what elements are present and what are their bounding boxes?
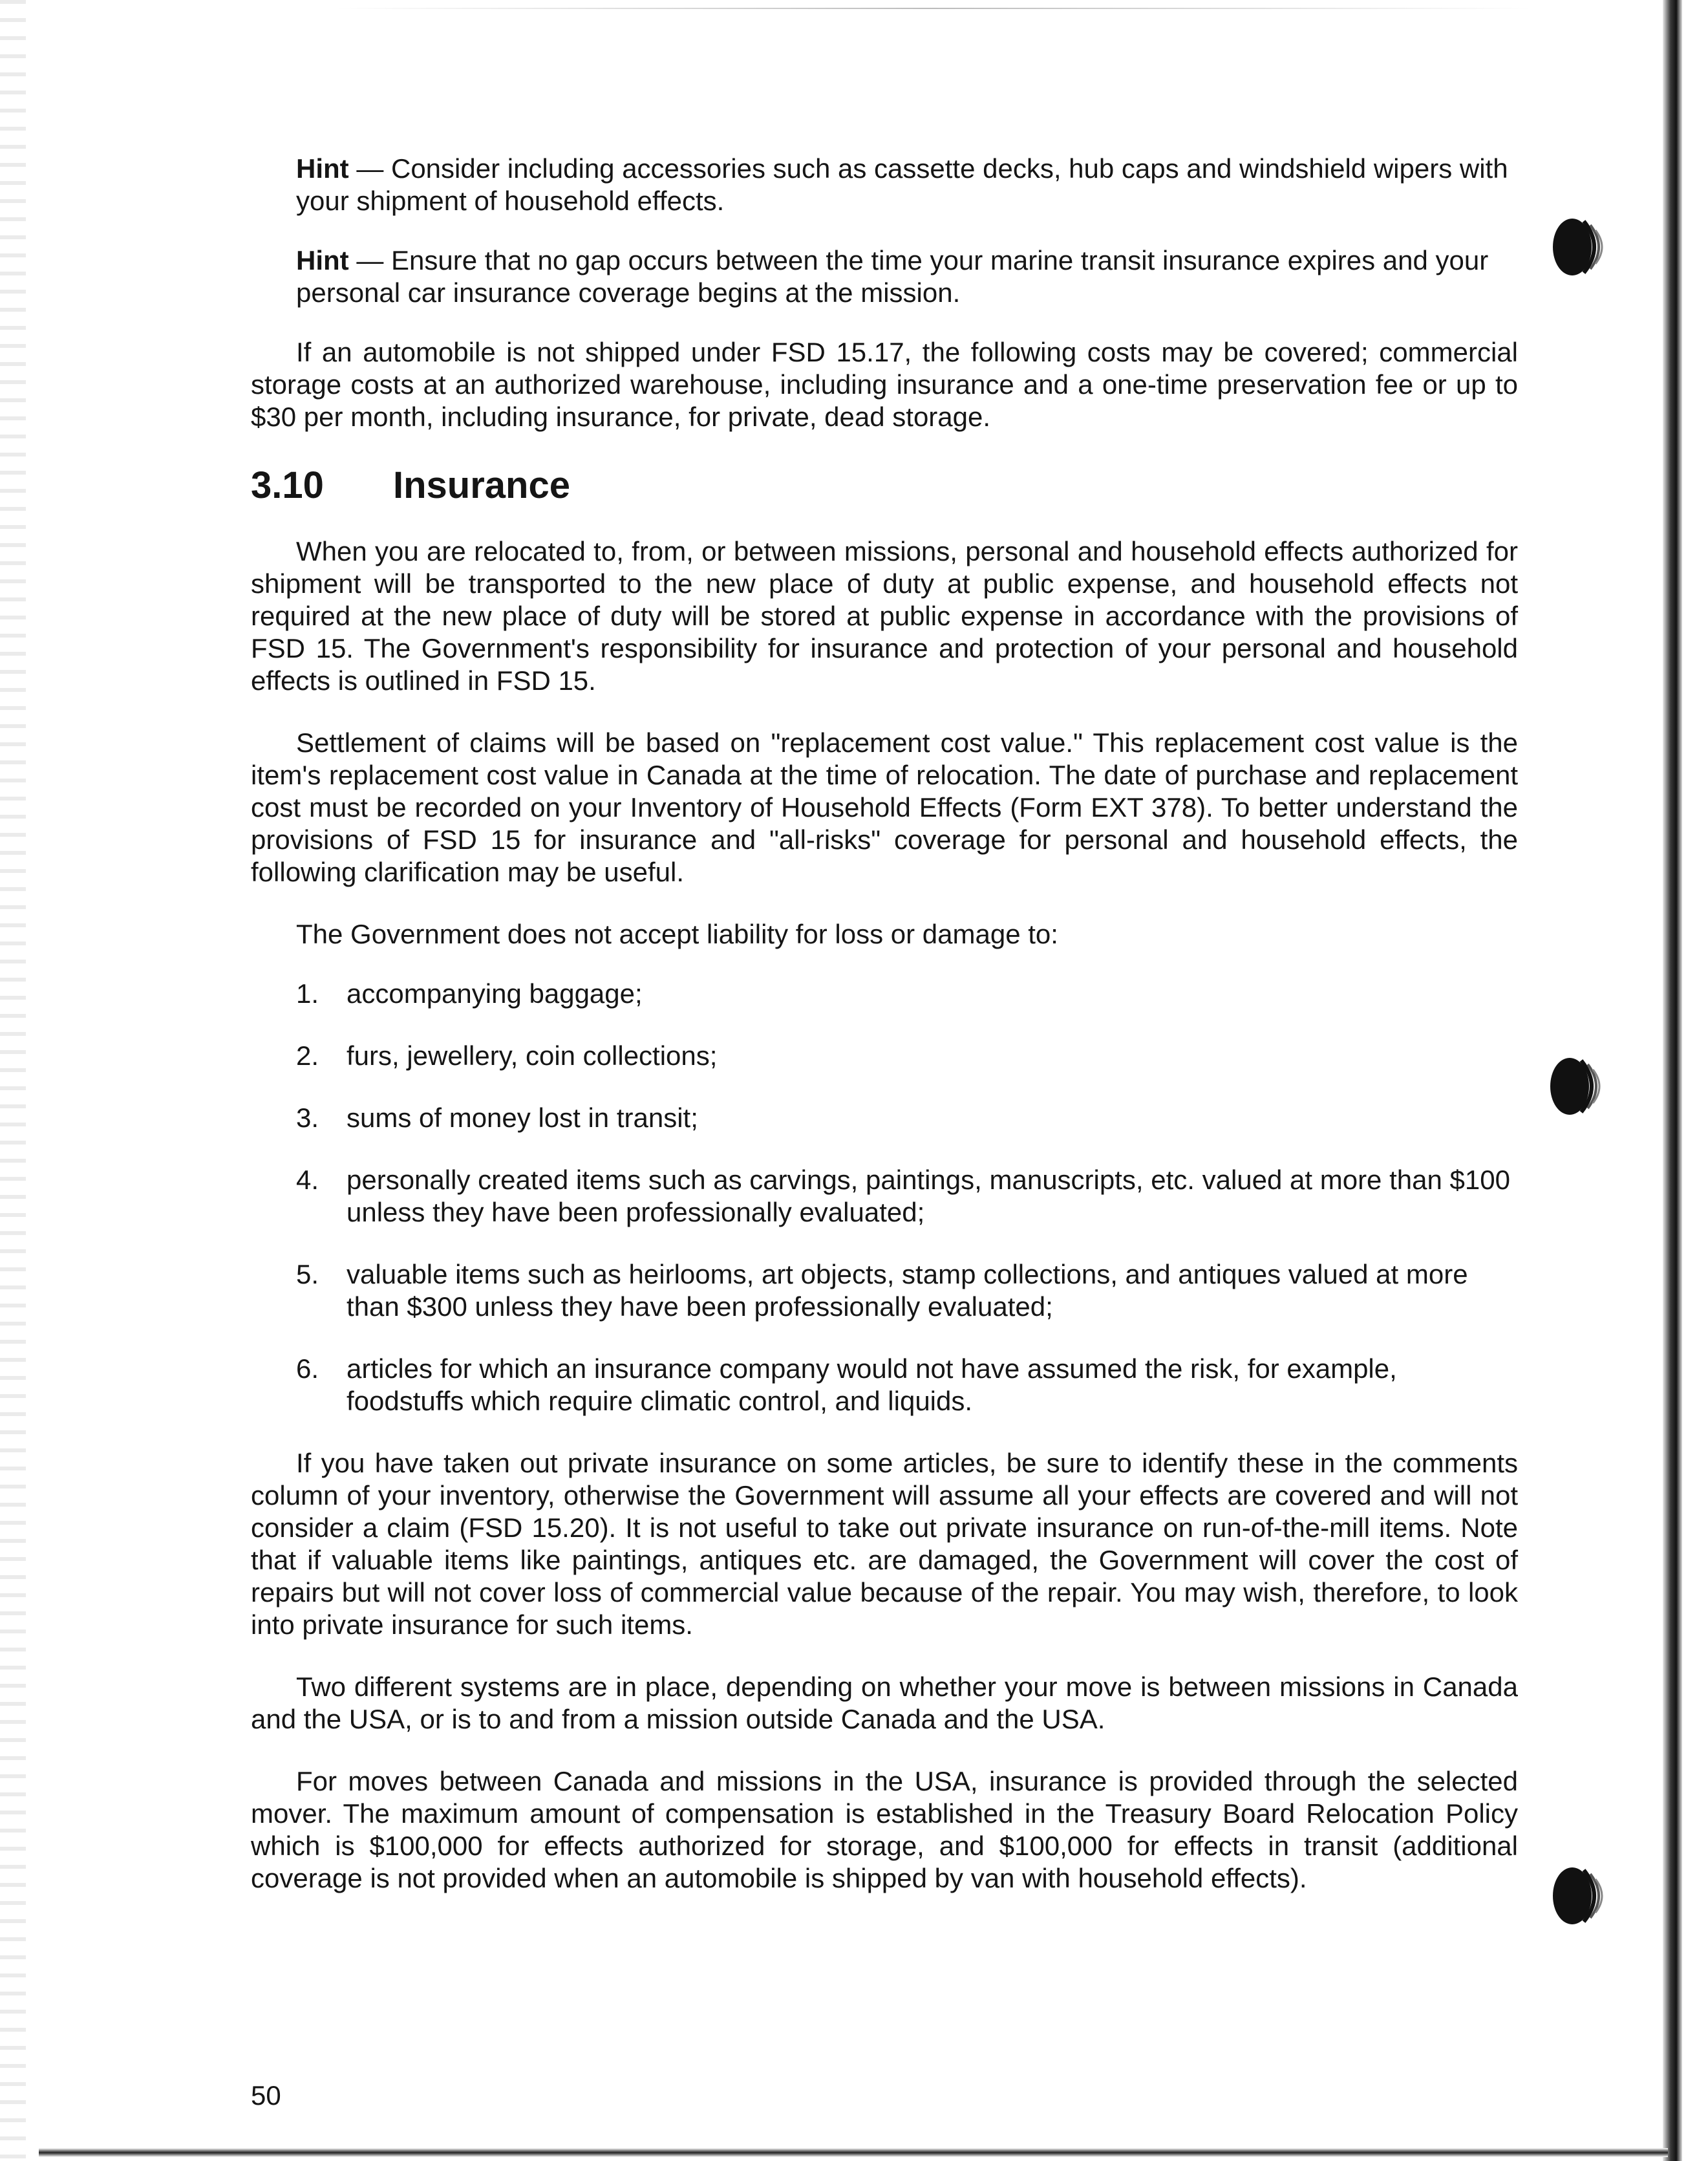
list-item [296,1258,1518,1323]
scan-left-edge [0,0,26,2161]
exclusions-list [296,978,1518,1417]
paragraph-settlement: Settlement of claims will be based on "replacement cost value." This replacement cost value is the item's replacement cost value in Canada at the time of relocation. The date of purchase and replacement cost must be recorded on your Inventory of Household Effects (Form EXT 378). To better understand the provisions of FSD 15 for insurance and "all-risks" coverage for personal and household effects, the following clarification may be useful. [251,727,1518,887]
page-content [251,153,1518,1924]
list-item-number: 2. [296,1040,319,1071]
list-item-text: furs, jewellery, coin collections; [347,1040,718,1071]
list-item-number: 1. [296,978,319,1009]
binder-hole-icon [1544,1053,1606,1120]
scan-bottom-edge [39,2148,1668,2157]
exclusions-intro: The Government does not accept liability for loss or damage to: [296,919,1058,949]
binder-hole-icon [1546,1862,1608,1930]
list-item-number: 5. [296,1259,319,1289]
list-item-number: 3. [296,1102,319,1133]
list-item-number: 4. [296,1165,319,1195]
list-item [296,1353,1518,1417]
scan-right-edge [1663,0,1682,2161]
page-number: 50 [251,2080,281,2111]
list-item-text: articles for which an insurance company would not have assumed the risk, for example, foodstuffs which require climatic control, and liquids. [347,1353,1397,1416]
list-item-text: accompanying baggage; [347,978,643,1009]
section-number: 3.10 [251,464,324,506]
hint-accessories [296,153,1518,217]
list-item [296,1102,1518,1134]
list-item-text: sums of money lost in transit; [347,1102,698,1133]
list-item-text: valuable items such as heirlooms, art objects, stamp collections, and antiques valued at more than $300 unless they have been professionally evaluated; [347,1259,1468,1322]
list-item [296,1040,1518,1072]
paragraph-private-insurance: If you have taken out private insurance on some articles, be sure to identify these in the comments column of your inventory, otherwise the Government will assume all your effects are covered and will not consider a claim (FSD 15.20). It is not useful to take out private insurance on run-of-the-mill items. Note that if valuable items like paintings, antiques etc. are damaged, the Government will cover the cost of repairs but will not cover loss of commercial value because of the repair. You may wish, therefore, to look into private insurance for such items. [251,1448,1518,1640]
list-item-text: personally created items such as carvings, paintings, manuscripts, etc. valued at more than $100 unless they have been professionally evaluated; [347,1165,1510,1227]
paragraph-automobile-storage: If an automobile is not shipped under FSD 15.17, the following costs may be covered; commercial storage costs at an authorized warehouse, including insurance and a one-time preservation fee or up to $30 per month, including insurance, for private, dead storage. [251,337,1518,432]
list-item-number: 6. [296,1353,319,1384]
paragraph-two-systems: Two different systems are in place, depending on whether your move is between missions in Canada and the USA, or is to and from a mission outside Canada and the USA. [251,1672,1518,1734]
hint-text: — Consider including accessories such as cassette decks, hub caps and windshield wipers with your shipment of household effects. [296,153,1508,216]
list-item [296,1164,1518,1229]
paragraph-usa-moves: For moves between Canada and missions in the USA, insurance is provided through the selected mover. The maximum amount of compensation is established in the Treasury Board Relocation Policy which is $100,000 for effects authorized for storage, and $100,000 for effects in transit (additional coverage is not provided when an automobile is shipped by van with household effects). [251,1766,1518,1893]
hint-label: Hint [296,245,349,275]
section-title: Insurance [393,464,570,506]
hint-text: — Ensure that no gap occurs between the time your marine transit insurance expires and your personal car insurance coverage begins at the mission. [296,245,1489,308]
section-heading [251,463,1518,508]
list-item [296,978,1518,1010]
hint-insurance-gap [296,244,1518,309]
hint-label: Hint [296,153,349,184]
scan-top-line [336,8,1532,9]
paragraph-relocation: When you are relocated to, from, or between missions, personal and household effects authorized for shipment will be transported to the new place of duty at public expense, and household effects not required at the new place of duty will be stored at public expense in accordance with the provisions of FSD 15. The Government's responsibility for insurance and protection of your personal and household effects is outlined in FSD 15. [251,536,1518,696]
binder-hole-icon [1546,213,1608,281]
